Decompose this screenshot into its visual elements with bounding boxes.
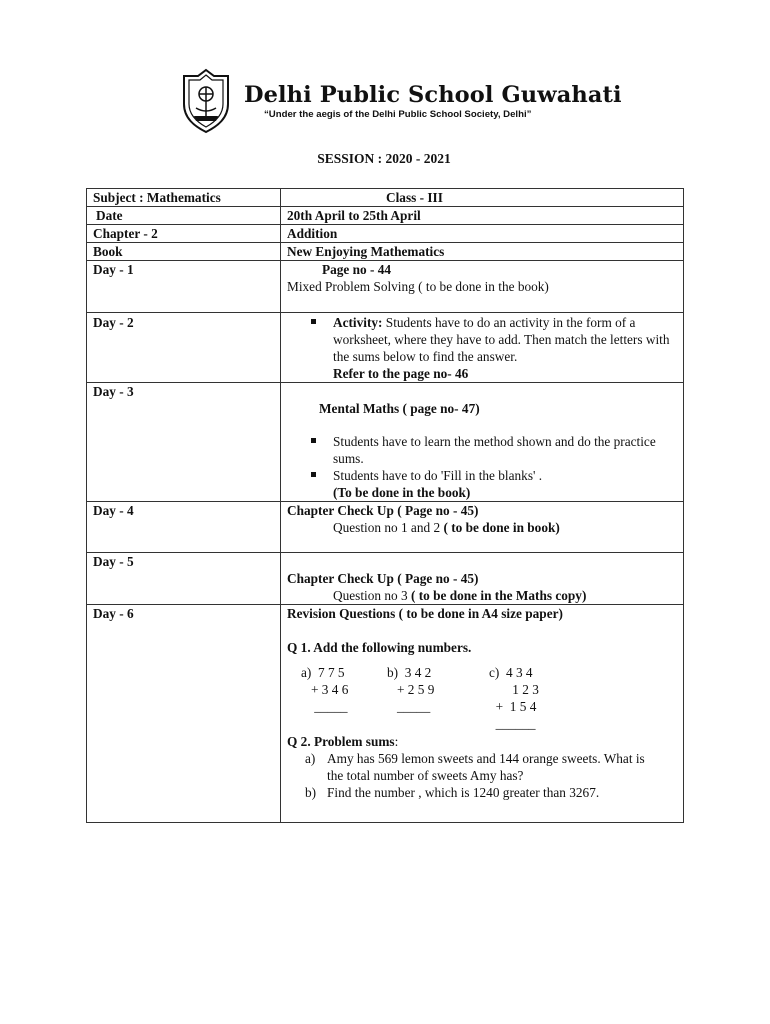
problem-item: a) Amy has 569 lemon sweets and 144 orange sweets. What is the total number of sweets Amy has? [305, 751, 645, 783]
subject-row [87, 189, 684, 207]
bullet-marker [311, 319, 316, 324]
day-1-label: Day - 1 [87, 261, 281, 313]
day-4-row [87, 502, 684, 553]
day-6-title: Revision Questions ( to be done in A4 size paper) [287, 606, 563, 621]
school-motto: “Under the aegis of the Delhi Public School Society, Delhi” [264, 109, 532, 120]
day-1-page: Page no - 44 [322, 262, 392, 277]
day-3-note: (To be done in the book) [333, 485, 471, 500]
day-3-title: Mental Maths ( page no- 47) [319, 401, 480, 416]
problem-list [287, 750, 683, 801]
book-row [87, 243, 684, 261]
lesson-plan-table [86, 188, 684, 823]
day-4-label: Day - 4 [87, 502, 281, 553]
day-3-bullet-1: Students have to learn the method shown and do the practice sums. [287, 433, 683, 467]
chapter-label: Chapter - 2 [87, 225, 281, 243]
session-title: SESSION : 2020 - 2021 [317, 151, 451, 166]
addition-sums [287, 664, 683, 732]
date-row [87, 207, 684, 225]
sum-c: c) 4 3 4 1 2 3 + 1 5 4 ______ [489, 665, 539, 731]
day-3-label: Day - 3 [87, 383, 281, 502]
problem-item: b) Find the number , which is 1240 greater than 3267. [305, 785, 600, 800]
day-2-label: Day - 2 [87, 313, 281, 383]
book-label: Book [87, 243, 281, 261]
school-name: Delhi Public School Guwahati [244, 82, 622, 108]
sum-a: a) 7 7 5 + 3 4 6 _____ [301, 665, 349, 714]
day-5-row [87, 553, 684, 605]
day-3-content [281, 383, 684, 502]
class-cell: Class - III [281, 189, 684, 207]
day-4-question: Question no 1 and 2 ( to be done in book) [333, 520, 560, 535]
subject-cell: Subject : Mathematics [87, 189, 281, 207]
day-6-content [281, 605, 684, 823]
school-header [178, 68, 622, 134]
sum-b: b) 3 4 2 + 2 5 9 _____ [387, 665, 435, 714]
day-5-content [281, 553, 684, 605]
day-6-row [87, 605, 684, 823]
day-1-content [281, 261, 684, 313]
day-6-q2: Q 2. Problem sums: [287, 734, 399, 749]
day-4-title: Chapter Check Up ( Page no - 45) [287, 503, 479, 518]
school-crest-logo [178, 68, 234, 134]
day-1-row [87, 261, 684, 313]
day-5-title: Chapter Check Up ( Page no - 45) [287, 571, 479, 586]
day-2-content [281, 313, 684, 383]
day-2-activity: Activity: Students have to do an activity in the form of a worksheet, where they have to add. Then match the letters with the sums below to find the answer. [287, 314, 683, 365]
date-label: Date [87, 207, 281, 225]
day-6-q1: Q 1. Add the following numbers. [287, 640, 472, 655]
day-5-label: Day - 5 [87, 553, 281, 605]
day-6-label: Day - 6 [87, 605, 281, 823]
bullet-marker [311, 438, 316, 443]
day-4-content [281, 502, 684, 553]
day-1-text: Mixed Problem Solving ( to be done in the book) [287, 279, 549, 294]
chapter-row [87, 225, 684, 243]
day-2-refer: Refer to the page no- 46 [333, 366, 469, 381]
chapter-value: Addition [281, 225, 684, 243]
bullet-marker [311, 472, 316, 477]
book-value: New Enjoying Mathematics [281, 243, 684, 261]
day-2-row [87, 313, 684, 383]
day-5-question: Question no 3 ( to be done in the Maths copy) [333, 588, 587, 603]
date-value: 20th April to 25th April [281, 207, 684, 225]
day-3-row [87, 383, 684, 502]
day-3-bullet-2: Students have to do 'Fill in the blanks' . [287, 467, 683, 484]
